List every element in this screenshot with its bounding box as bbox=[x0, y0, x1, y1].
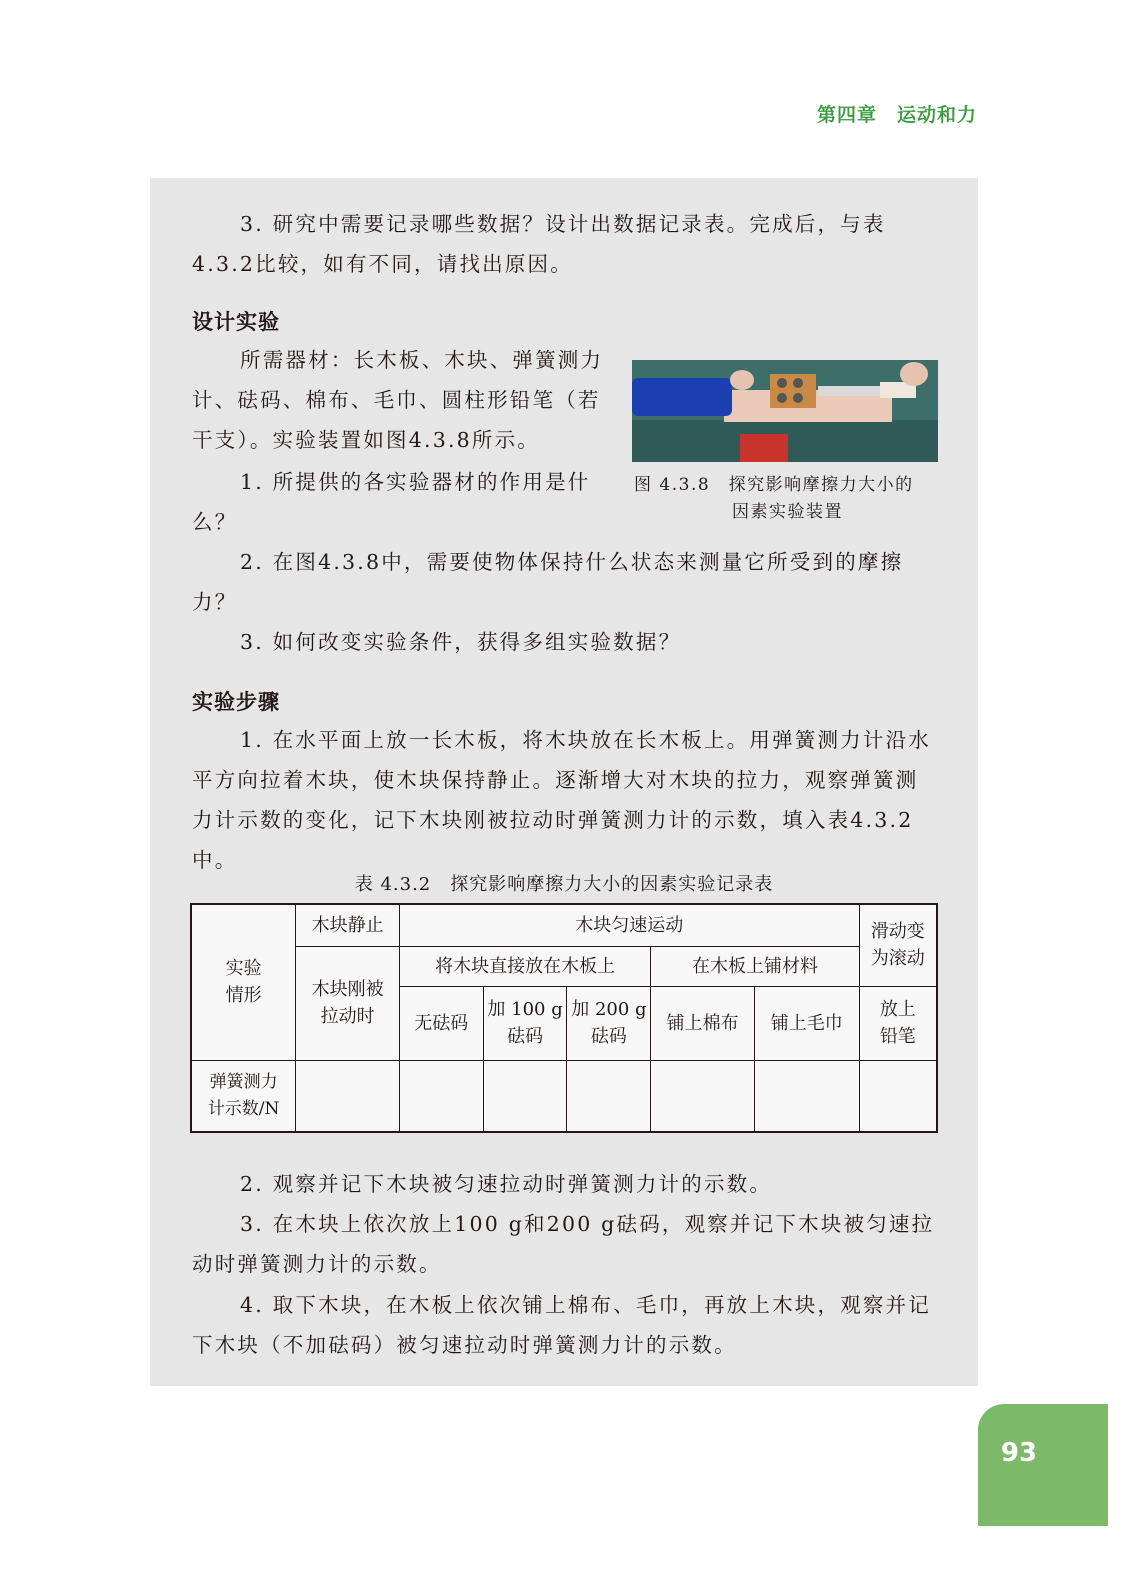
design-question-3: 3. 如何改变实验条件，获得多组实验数据？ bbox=[240, 630, 682, 654]
chapter-title: 运动和力 bbox=[896, 104, 977, 126]
page-number: 93 bbox=[1000, 1438, 1038, 1468]
page-number-tab bbox=[978, 1404, 1108, 1526]
header-rolling: 滑动变 为滚动 bbox=[859, 904, 937, 986]
design-heading: 设计实验 bbox=[192, 310, 280, 334]
header-100g: 加 100 g 砝码 bbox=[483, 986, 567, 1060]
header-cotton: 铺上棉布 bbox=[651, 986, 755, 1060]
reading-cell[interactable] bbox=[567, 1060, 651, 1132]
figure-caption-line1: 图 4.3.8 探究影响摩擦力大小的 bbox=[634, 475, 914, 495]
experiment-setup-image bbox=[632, 360, 938, 462]
reading-cell[interactable] bbox=[859, 1060, 937, 1132]
header-situation: 实验 情形 bbox=[191, 904, 296, 1060]
experiment-photo bbox=[632, 360, 938, 462]
header-no-weight: 无砝码 bbox=[399, 986, 483, 1060]
design-question-2: 2. 在图4.3.8中，需要使物体保持什么状态来测量它所受到的摩擦力？ bbox=[192, 550, 904, 614]
figure-caption bbox=[634, 472, 944, 526]
materials-text: 所需器材：长木板、木块、弹簧测力计、砝码、棉布、毛巾、圆柱形铅笔（若干支）。实验装置如图4.3.8所示。 bbox=[192, 348, 604, 452]
header-just-pulled: 木块刚被 拉动时 bbox=[296, 946, 400, 1060]
chapter-number: 第四章 bbox=[816, 104, 877, 126]
reading-cell[interactable] bbox=[651, 1060, 755, 1132]
step-1: 1. 在水平面上放一长木板，将木块放在长木板上。用弹簧测力计沿水平方向拉着木块，使木块保持静止。逐渐增大对木块的拉力，观察弹簧测力计示数的变化，记下木块刚被拉动时弹簧测力计的示数，填入表4.3.2中。 bbox=[192, 728, 931, 872]
table-title: 表 4.3.2 探究影响摩擦力大小的因素实验记录表 bbox=[354, 874, 774, 895]
step-4: 4. 取下木块，在木板上依次铺上棉布、毛巾，再放上木块，观察并记下木块（不加砝码）被匀速拉动时弹簧测力计的示数。 bbox=[192, 1293, 931, 1357]
reading-cell[interactable] bbox=[483, 1060, 567, 1132]
header-uniform: 木块匀速运动 bbox=[399, 904, 859, 946]
header-static: 木块静止 bbox=[296, 904, 400, 946]
reading-cell[interactable] bbox=[399, 1060, 483, 1132]
header-direct: 将木块直接放在木板上 bbox=[399, 946, 650, 986]
design-question-1: 1. 所提供的各实验器材的作用是什么？ bbox=[192, 470, 591, 534]
intro-question-3: 3. 研究中需要记录哪些数据？设计出数据记录表。完成后，与表4.3.2比较，如有不同，请找出原因。 bbox=[192, 212, 886, 276]
content-panel bbox=[150, 178, 978, 1386]
reading-cell[interactable] bbox=[754, 1060, 859, 1132]
chapter-header bbox=[817, 100, 977, 127]
header-200g: 加 200 g 砝码 bbox=[567, 986, 651, 1060]
step-3: 3. 在木块上依次放上100 g和200 g砝码，观察并记下木块被匀速拉动时弹簧测力计的示数。 bbox=[192, 1212, 935, 1276]
header-towel: 铺上毛巾 bbox=[754, 986, 859, 1060]
step-2: 2. 观察并记下木块被匀速拉动时弹簧测力计的示数。 bbox=[240, 1172, 773, 1196]
header-laid: 在木板上铺材料 bbox=[651, 946, 859, 986]
figure-caption-line2: 因素实验装置 bbox=[732, 502, 843, 522]
steps-heading: 实验步骤 bbox=[192, 690, 280, 714]
header-pencil: 放上 铅笔 bbox=[859, 986, 937, 1060]
reading-cell[interactable] bbox=[296, 1060, 400, 1132]
record-table bbox=[190, 903, 938, 1133]
row-reading-label: 弹簧测力 计示数/N bbox=[191, 1060, 296, 1132]
